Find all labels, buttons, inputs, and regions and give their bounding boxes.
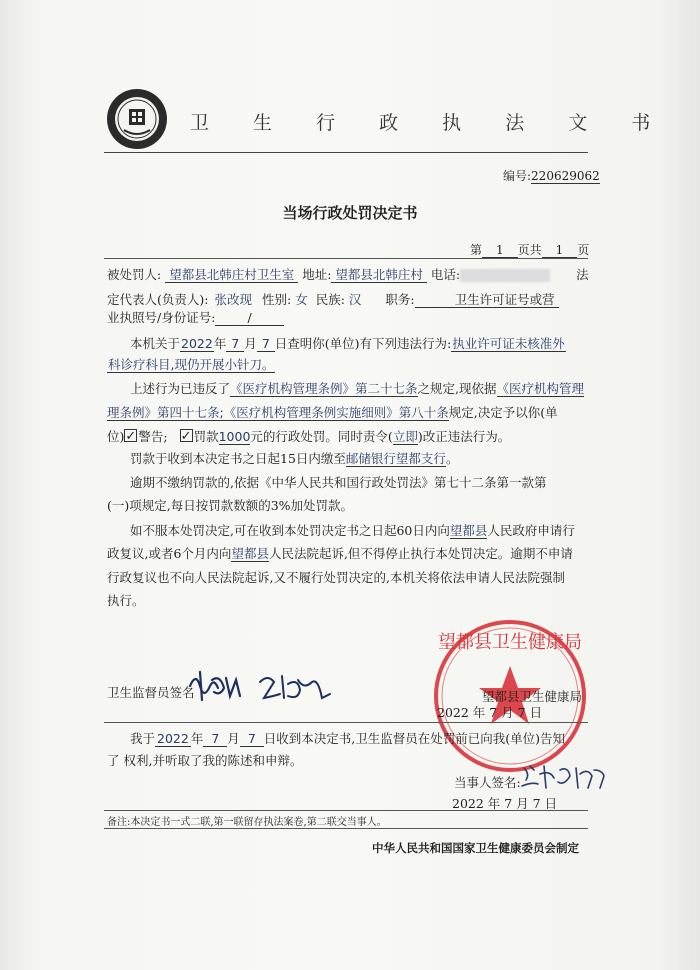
legal-rep: 张改现 bbox=[214, 292, 252, 307]
fine-amount: 1000 bbox=[218, 429, 251, 444]
receipt-line-2: 了 权利,并听取了我的陈述和申辩。 bbox=[107, 753, 303, 768]
bank-name: 邮储银行望都支行 bbox=[345, 451, 446, 466]
finding-line-2: 科诊疗科目,现仍开展小针刀。 bbox=[108, 357, 275, 372]
stamp-text: 望都县卫生健康局 bbox=[438, 632, 582, 653]
inspector-label: 卫生监督员签名 bbox=[107, 685, 195, 700]
late-line-2: (一)项规定,每日按罚款数额的3%加处罚款。 bbox=[107, 498, 354, 513]
inspector-signature bbox=[186, 664, 336, 708]
appeal-line-2: 政复议,或者6个月内向望都县人民法院起诉,但不得停止执行本处罚决定。逾期不申请 bbox=[107, 546, 573, 561]
receipt-divider bbox=[104, 722, 588, 723]
warning-checkbox bbox=[124, 429, 137, 442]
payment-line: 罚款于收到本决定书之日起15日内缴至邮储银行望都支行。 bbox=[130, 451, 459, 466]
party-sign-date: 2022 年 7 月 7 日 bbox=[452, 796, 558, 811]
appeal-line-1: 如不服本处罚决定,可在收到本处罚决定书之日起60日内向望都县人民政府申请行 bbox=[130, 523, 575, 538]
party-line-3: 业执照号/身份证号: / bbox=[107, 305, 284, 330]
party-signature bbox=[520, 760, 610, 794]
issue-date: 2022 年 7 月 7 日 bbox=[437, 705, 543, 720]
fine-checkbox bbox=[180, 429, 193, 442]
header-divider bbox=[104, 152, 588, 153]
party-line-1: 被处罚人: 望都县北韩庄村卫生室 地址: 望都县北韩庄村 电话: 法 bbox=[107, 267, 589, 282]
header-title: 卫 生 行 政 执 法 文 书 bbox=[190, 112, 670, 134]
page-info: 第 1 页共 1 页 bbox=[470, 243, 590, 257]
phone-redacted bbox=[460, 269, 550, 282]
doc-title: 当场行政处罚决定书 bbox=[282, 204, 418, 222]
receipt-line-1: 我于 2022 年 7 月 7 日收到本决定书,卫生监督员在处罚前已向我(单位)告知 bbox=[130, 731, 565, 746]
party-sign-label: 当事人签名: bbox=[454, 775, 521, 790]
party-address: 望都县北韩庄村 bbox=[331, 267, 427, 283]
doc-number: 编号:220629062 bbox=[503, 169, 600, 183]
party-name: 望都县北韩庄村卫生室 bbox=[165, 267, 298, 283]
appeal-line-3: 行政复议也不向人民法院起诉,又不履行处罚决定的,本机关将依法申请人民法院强制 bbox=[107, 570, 565, 585]
issuing-org: 望都县卫生健康局 bbox=[482, 689, 583, 704]
note-bottom-divider bbox=[104, 828, 588, 829]
health-commission-emblem-icon bbox=[106, 88, 168, 150]
license-value: / bbox=[215, 310, 283, 326]
basis-line-1: 上述行为已违反了《医疗机构管理条例》第二十七条之规定,现依据《医疗机构管理 bbox=[130, 381, 585, 396]
basis-line-3: 位)✓ 警告; ✓ 罚款1000元的行政处罚。同时责令(立即)改正违法行为。 bbox=[107, 424, 510, 449]
finding-line-1: 本机关于2022年 7 月 7 日查明你(单位)有下列违法行为:执业许可证未核准外 bbox=[130, 336, 565, 351]
basis-line-2: 理条例》第四十七条;《医疗机构管理条例实施细则》第八十条规定,决定予以你(单 bbox=[107, 405, 558, 420]
title-divider bbox=[104, 258, 588, 259]
note-top-divider bbox=[104, 810, 588, 811]
party-line-2: 定代表人(负责人): 张改现 性别: 女 民族: 汉 职务: 卫生许可证号或营 bbox=[107, 287, 559, 312]
footer-issuer: 中华人民共和国国家卫生健康委员会制定 bbox=[372, 841, 579, 855]
appeal-line-4: 执行。 bbox=[107, 593, 145, 608]
late-line-1: 逾期不缴纳罚款的,依据《中华人民共和国行政处罚法》第七十二条第一款第 bbox=[130, 475, 547, 490]
footnote: 备注:本决定书一式二联,第一联留存执法案卷,第二联交当事人。 bbox=[107, 817, 387, 828]
